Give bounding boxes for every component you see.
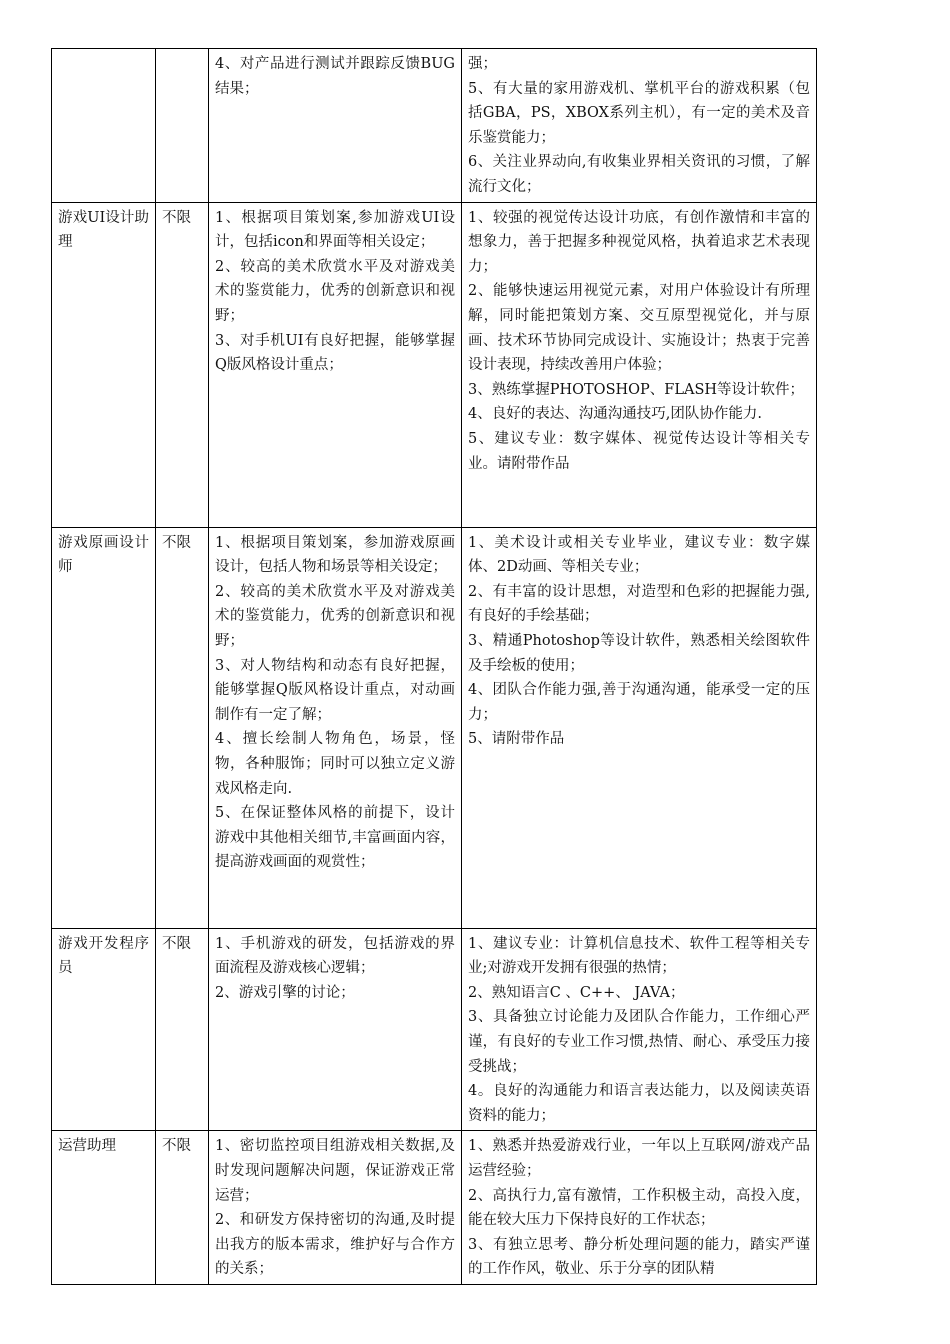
job-duties bbox=[209, 928, 462, 1131]
duty-item: 4、对产品进行测试并跟踪反馈BUG结果； bbox=[215, 56, 455, 97]
duty-item: 5、在保证整体风格的前提下，设计游戏中其他相关细节,丰富画面内容，提高游戏画面的观赏性； bbox=[215, 805, 455, 871]
job-title: 运营助理 bbox=[52, 1131, 156, 1285]
job-requirements bbox=[462, 928, 817, 1131]
requirement-item: 2、高执行力,富有激情，工作积极主动，高投入度，能在较大压力下保持良好的工作状态； bbox=[468, 1187, 810, 1229]
duty-item: 4、擅长绘制人物角色，场景，怪物，各种服饰；同时可以独立定义游戏风格走向. bbox=[215, 731, 455, 797]
job-table bbox=[51, 48, 817, 1285]
table-row bbox=[52, 49, 817, 203]
job-title: 游戏原画设计师 bbox=[52, 527, 156, 928]
requirement-item: 4。良好的沟通能力和语言表达能力，以及阅读英语资料的能力； bbox=[468, 1083, 810, 1124]
education-requirement: 不限 bbox=[156, 928, 209, 1131]
requirement-item: 1、建议专业：计算机信息技术、软件工程等相关专业;对游戏开发拥有很强的热情； bbox=[468, 935, 810, 977]
requirement-item: 5、请附带作品 bbox=[468, 731, 565, 748]
duty-item: 1、手机游戏的研发，包括游戏的界面流程及游戏核心逻辑； bbox=[215, 935, 455, 977]
job-requirements bbox=[462, 202, 817, 527]
requirement-item: 1、美术设计或相关专业毕业，建议专业：数字媒体、2D动画、等相关专业； bbox=[468, 534, 810, 576]
job-duties bbox=[209, 202, 462, 527]
duty-item: 3、对人物结构和动态有良好把握，能够掌握Q版风格设计重点，对动画制作有一定了解； bbox=[215, 657, 455, 723]
requirement-item: 2、能够快速运用视觉元素，对用户体验设计有所理解，同时能把策划方案、交互原型视觉化，并与原画、技术环节协同完成设计、实施设计；热衷于完善设计表现，持续改善用户体验； bbox=[468, 283, 810, 374]
job-requirements bbox=[462, 527, 817, 928]
duty-item: 2、游戏引擎的讨论； bbox=[215, 984, 355, 1001]
duty-item: 2、较高的美术欣赏水平及对游戏美术的鉴赏能力，优秀的创新意识和视野； bbox=[215, 583, 455, 649]
job-duties bbox=[209, 49, 462, 203]
requirement-item: 1、较强的视觉传达设计功底，有创作激情和丰富的想象力，善于把握多种视觉风格，执着追求艺术表现力； bbox=[468, 209, 810, 275]
job-title: 游戏开发程序员 bbox=[52, 928, 156, 1131]
education-requirement: 不限 bbox=[156, 202, 209, 527]
requirement-item: 4、团队合作能力强,善于沟通沟通，能承受一定的压力； bbox=[468, 682, 810, 723]
table-row bbox=[52, 202, 817, 527]
job-requirements bbox=[462, 49, 817, 203]
requirement-item: 3、熟练掌握PHOTOSHOP、FLASH等设计软件； bbox=[468, 381, 805, 398]
education-requirement bbox=[156, 49, 209, 203]
duty-item: 1、密切监控项目组游戏相关数据,及时发现问题解决问题，保证游戏正常运营； bbox=[215, 1138, 455, 1204]
table-row bbox=[52, 928, 817, 1131]
job-title: 游戏UI设计助理 bbox=[52, 202, 156, 527]
table-row bbox=[52, 1131, 817, 1285]
requirement-item: 2、熟知语言C 、C++、 JAVA； bbox=[468, 984, 685, 1001]
requirement-item: 1、熟悉并热爱游戏行业，一年以上互联网/游戏产品运营经验； bbox=[468, 1138, 810, 1179]
requirement-item: 5、有大量的家用游戏机、掌机平台的游戏积累（包括GBA，PS，XBOX系列主机），有一定的美术及音乐鉴赏能力； bbox=[468, 80, 810, 146]
education-requirement: 不限 bbox=[156, 527, 209, 928]
duty-item: 2、较高的美术欣赏水平及对游戏美术的鉴赏能力，优秀的创新意识和视野； bbox=[215, 258, 455, 324]
job-duties bbox=[209, 527, 462, 928]
requirement-item: 2、有丰富的设计思想，对造型和色彩的把握能力强,有良好的手绘基础； bbox=[468, 583, 810, 625]
requirement-item: 6、关注业界动向,有收集业界相关资讯的习惯，了解流行文化； bbox=[468, 154, 810, 195]
requirement-item: 3、具备独立讨论能力及团队合作能力，工作细心严谨，有良好的专业工作习惯,热情、耐心、承受压力接受挑战； bbox=[468, 1009, 810, 1075]
duty-item: 2、和研发方保持密切的沟通,及时提出我方的版本需求，维护好与合作方的关系； bbox=[215, 1212, 455, 1278]
duty-item: 1、根据项目策划案，参加游戏原画设计，包括人物和场景等相关设定； bbox=[215, 534, 455, 576]
duty-item: 3、对手机UI有良好把握，能够掌握Q版风格设计重点； bbox=[215, 332, 455, 374]
job-requirements bbox=[462, 1131, 817, 1285]
job-duties bbox=[209, 1131, 462, 1285]
duty-item: 1、根据项目策划案,参加游戏UI设计，包括icon和界面等相关设定； bbox=[215, 209, 455, 251]
requirement-item: 3、有独立思考、静分析处理问题的能力，踏实严谨的工作作风，敬业、乐于分享的团队精 bbox=[468, 1236, 810, 1278]
requirement-item: 4、良好的表达、沟通沟通技巧,团队协作能力. bbox=[468, 406, 762, 423]
requirement-item: 强； bbox=[468, 56, 497, 72]
requirement-item: 5、建议专业：数字媒体、视觉传达设计等相关专业。请附带作品 bbox=[468, 430, 810, 472]
requirement-item: 3、精通Photoshop等设计软件，熟悉相关绘图软件及手绘板的使用； bbox=[468, 632, 810, 674]
job-title bbox=[52, 49, 156, 203]
education-requirement: 不限 bbox=[156, 1131, 209, 1285]
table-row bbox=[52, 527, 817, 928]
